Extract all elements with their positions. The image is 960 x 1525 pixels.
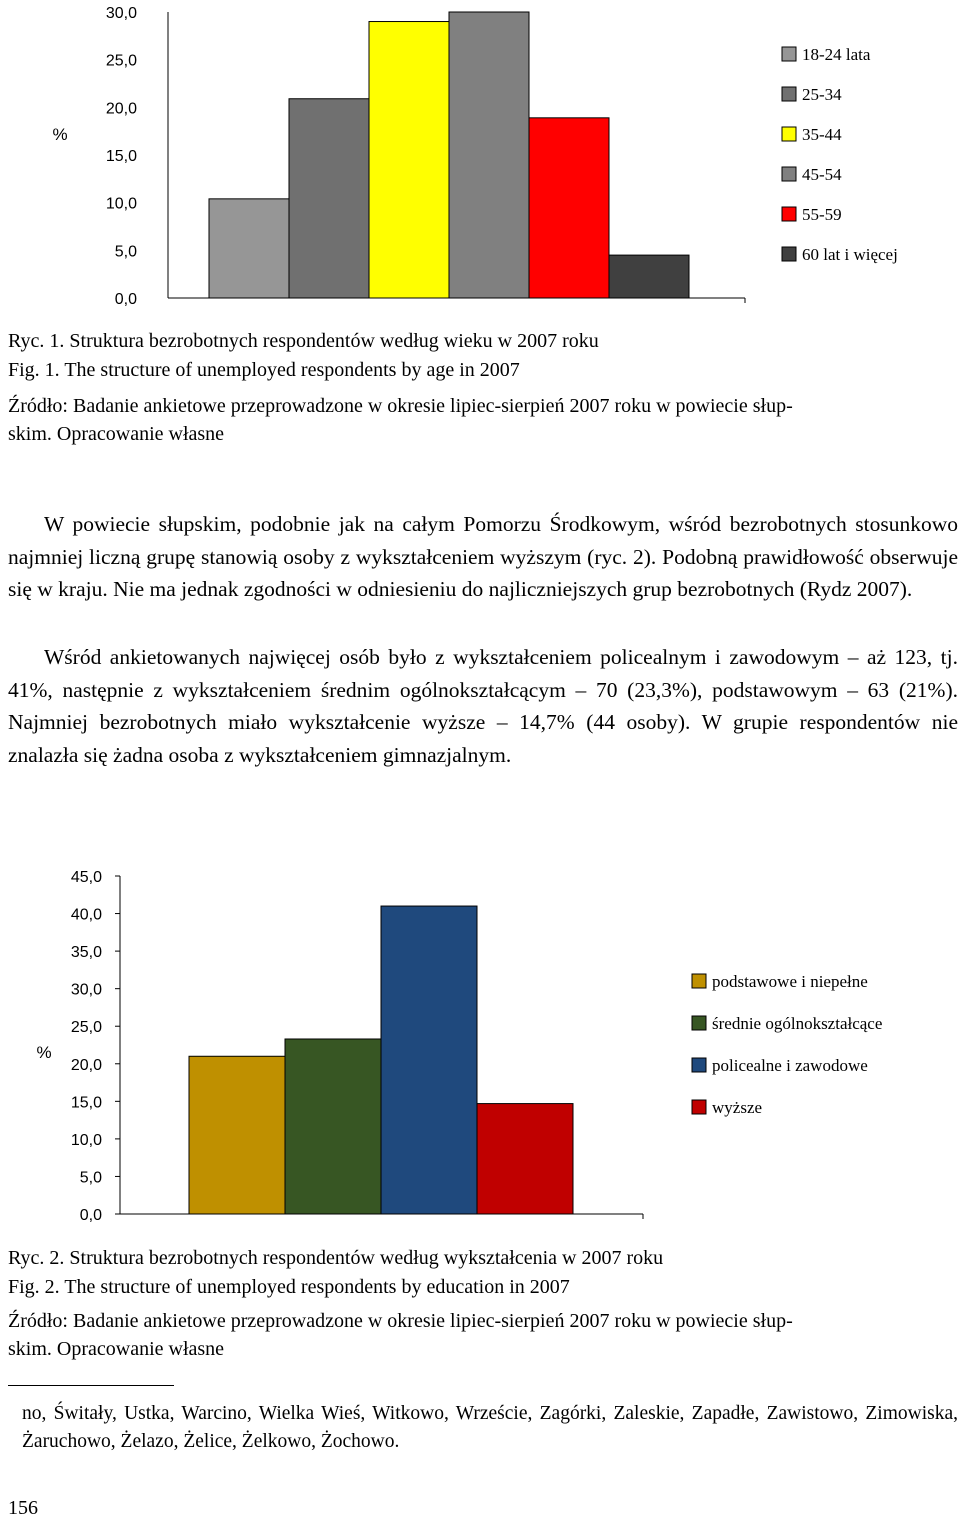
legend-swatch bbox=[692, 1100, 706, 1114]
figure-1-caption-pl: Ryc. 1. Struktura bezrobotnych respondentów według wieku w 2007 roku bbox=[8, 330, 599, 352]
figure-1-caption-en: Fig. 1. The structure of unemployed respondents by age in 2007 bbox=[8, 359, 520, 381]
bar bbox=[449, 12, 529, 298]
y-tick-label: 0,0 bbox=[79, 1207, 102, 1224]
body-paragraph-2: Wśród ankietowanych najwięcej osób było z wykształceniem policealnym i zawodowym – aż 123, tj. 41%, następnie z wykształceniem średnim ogólnokształcącym – 70 (23,3%), podstawowym – 63 (21%). Najmniej bezrobotnych miało wykształcenie wyższe – 14,7% (44 osoby). W grupie respondentów nie znalazła się żadna osoba z wykształceniem gimnazjalnym. bbox=[8, 645, 958, 767]
body-paragraph-1: W powiecie słupskim, podobnie jak na całym Pomorzu Środkowym, wśród bezrobotnych stosunkowo najmniej liczną grupę stanowią osoby z wykształceniem wyższym (ryc. 2). Podobną prawidłowość obserwuje się w kraju. Nie ma jednak zgodności w odniesieniu do najliczniejszych grup bezrobotnych (Rydz 2007). bbox=[8, 512, 958, 601]
footnote: no, Świtały, Ustka, Warcino, Wielka Wieś, Witkowo, Wrzeście, Zagórki, Zaleskie, Zapadłe, Zawistowo, Zimowiska, Żaruchowo, Żelazo, Żelice, Żelkowo, Żochowo. bbox=[22, 1403, 958, 1452]
legend-label: policealne i zawodowe bbox=[712, 1056, 868, 1075]
legend-label: 18-24 lata bbox=[802, 45, 871, 64]
figure-1-source-line-1: Źródło: Badanie ankietowe przeprowadzone w okresie lipiec-sierpień 2007 roku w powiecie słup- bbox=[8, 395, 793, 417]
y-tick-label: 20,0 bbox=[70, 1056, 102, 1074]
legend-label: 55-59 bbox=[802, 205, 842, 224]
legend-swatch bbox=[782, 207, 796, 221]
bar bbox=[209, 199, 289, 298]
legend-label: 60 lat i więcej bbox=[802, 245, 898, 264]
y-tick-label: 30,0 bbox=[70, 981, 102, 999]
bar bbox=[369, 22, 449, 298]
bar bbox=[289, 99, 369, 298]
legend-swatch bbox=[782, 247, 796, 261]
legend-label: podstawowe i niepełne bbox=[712, 972, 868, 991]
figure-2-source-line-2: skim. Opracowanie własne bbox=[8, 1338, 225, 1360]
y-tick-label: 5,0 bbox=[79, 1169, 102, 1187]
y-tick-label: 20,0 bbox=[105, 100, 137, 118]
figure-2-caption-pl: Ryc. 2. Struktura bezrobotnych respondentów według wykształcenia w 2007 roku bbox=[8, 1247, 664, 1269]
legend-swatch bbox=[782, 167, 796, 181]
legend-label: wyższe bbox=[712, 1098, 763, 1117]
bar bbox=[189, 1056, 285, 1214]
footnote-separator bbox=[8, 1385, 174, 1386]
y-tick-label: 15,0 bbox=[70, 1094, 102, 1112]
legend-label: 45-54 bbox=[802, 165, 842, 184]
y-tick-label: 15,0 bbox=[105, 148, 137, 165]
legend-swatch bbox=[782, 47, 796, 61]
bar bbox=[285, 1039, 381, 1214]
y-tick-label: 30,0 bbox=[105, 5, 137, 22]
bar bbox=[609, 255, 689, 298]
legend-label: 35-44 bbox=[802, 125, 842, 144]
legend-label: średnie ogólnokształcące bbox=[712, 1014, 883, 1033]
y-tick-label: 10,0 bbox=[105, 195, 137, 213]
legend-label: 25-34 bbox=[802, 85, 842, 104]
education-structure-bar-chart bbox=[0, 850, 960, 1230]
figure-2-caption-en: Fig. 2. The structure of unemployed respondents by education in 2007 bbox=[8, 1276, 570, 1298]
y-tick-label: 5,0 bbox=[114, 243, 137, 261]
figure-2-source-line-1: Źródło: Badanie ankietowe przeprowadzone w okresie lipiec-sierpień 2007 roku w powiecie słup- bbox=[8, 1310, 793, 1332]
legend-swatch bbox=[692, 1058, 706, 1072]
bar bbox=[381, 906, 477, 1214]
y-tick-label: 25,0 bbox=[105, 52, 137, 70]
figure-1-source-line-2: skim. Opracowanie własne bbox=[8, 423, 225, 445]
page-number: 156 bbox=[8, 1497, 38, 1519]
bar bbox=[477, 1104, 573, 1214]
legend-swatch bbox=[782, 127, 796, 141]
legend-swatch bbox=[782, 87, 796, 101]
age-structure-bar-chart bbox=[0, 0, 960, 320]
legend-swatch bbox=[692, 1016, 706, 1030]
y-tick-label: 45,0 bbox=[70, 869, 102, 886]
y-tick-label: 25,0 bbox=[70, 1019, 102, 1037]
legend-swatch bbox=[692, 974, 706, 988]
bar bbox=[529, 118, 609, 298]
y-tick-label: 10,0 bbox=[70, 1131, 102, 1149]
y-axis-label: % bbox=[52, 125, 68, 144]
y-tick-label: 0,0 bbox=[114, 291, 137, 308]
y-tick-label: 40,0 bbox=[70, 906, 102, 924]
y-axis-label: % bbox=[36, 1043, 52, 1062]
y-tick-label: 35,0 bbox=[70, 944, 102, 962]
